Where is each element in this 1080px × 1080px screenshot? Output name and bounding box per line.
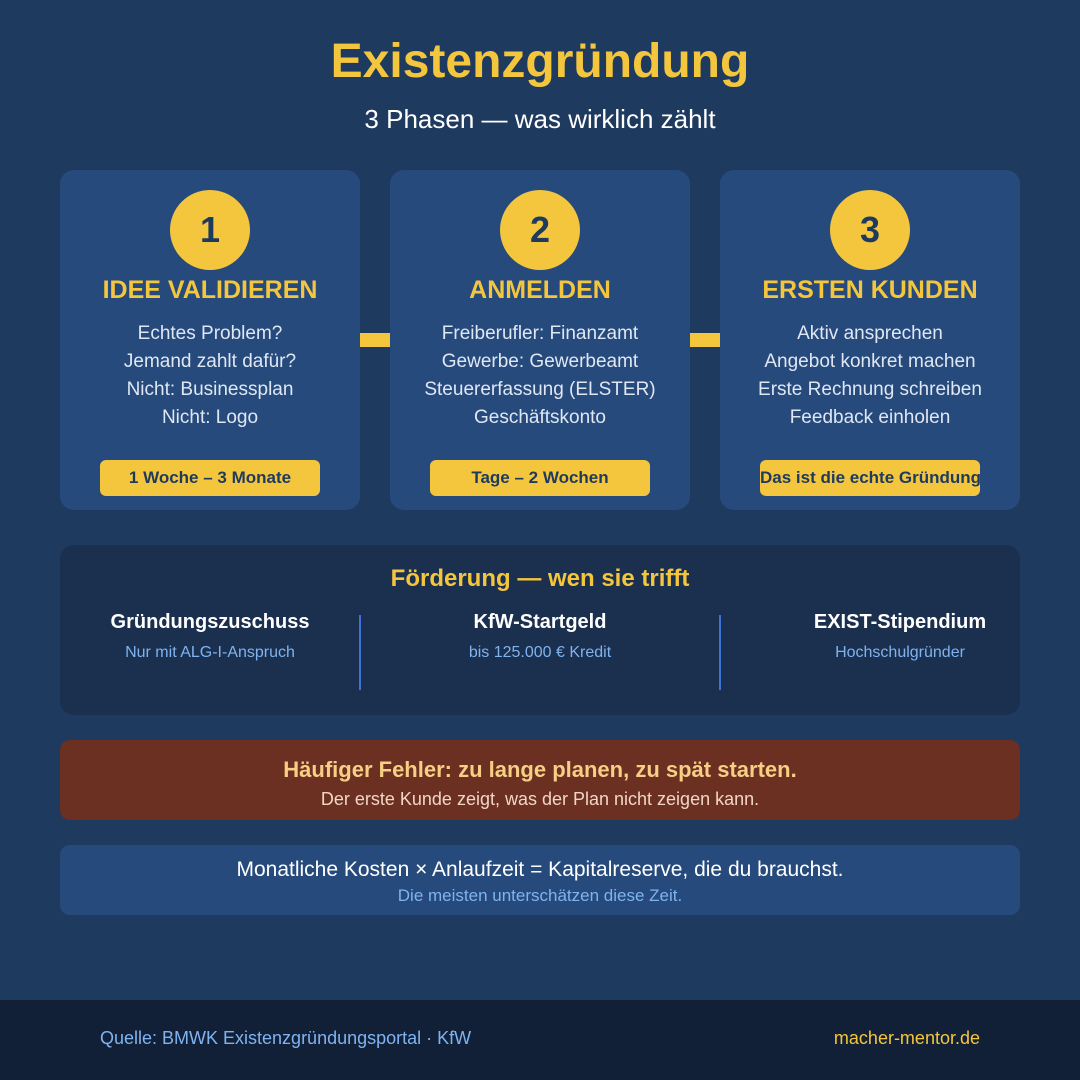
phase-item: Steuererfassung (ELSTER): [424, 379, 656, 400]
funding-program-name: Gründungszuschuss: [110, 611, 310, 633]
formula-box: [60, 845, 1020, 915]
phase-item: Nicht: Logo: [161, 407, 259, 428]
formula-text: Monatliche Kosten × Anlaufzeit = Kapitalreserve, die du brauchst.: [236, 858, 844, 881]
phase-number-badge: 3: [830, 190, 910, 270]
phase-number-badge: 2: [500, 190, 580, 270]
warning-title: Häufiger Fehler: zu lange planen, zu spät starten.: [283, 757, 797, 782]
funding-program-name: EXIST-Stipendium: [813, 611, 987, 633]
phase-duration-badge: [100, 460, 320, 496]
phase-duration-badge: [430, 460, 650, 496]
funding-program: [750, 611, 1050, 662]
phase-item: Angebot konkret machen: [764, 351, 976, 372]
funding-program-name: KfW-Startgeld: [473, 611, 607, 633]
funding-program-desc: bis 125.000 € Kredit: [468, 644, 612, 661]
phase-item-list: [60, 320, 360, 432]
funding-title: Förderung — wen sie trifft: [390, 565, 690, 592]
funding-program-desc: Nur mit ALG-I-Anspruch: [125, 644, 295, 661]
phase-item-list: [390, 320, 690, 432]
funding-panel: [60, 545, 1020, 715]
phase-item: Feedback einholen: [789, 407, 951, 428]
footer-brand-link[interactable]: macher-mentor.de: [833, 1028, 980, 1048]
funding-program: [390, 611, 690, 662]
phase-duration-badge: [760, 460, 980, 496]
phase-connector: [360, 333, 390, 347]
phase-duration-label: Das ist die echte Gründung: [760, 468, 982, 487]
phase-item: Erste Rechnung schreiben: [758, 379, 982, 400]
page-subtitle: 3 Phasen — was wirklich zählt: [364, 104, 716, 134]
phase-duration-label: Tage – 2 Wochen: [471, 468, 609, 487]
phase-item: Geschäftskonto: [473, 407, 607, 428]
phase-item: Nicht: Businessplan: [126, 379, 294, 400]
phase-title: IDEE VALIDIEREN: [102, 276, 318, 304]
page-title: Existenzgründung: [330, 35, 750, 88]
warning-banner: [60, 740, 1020, 820]
phase-number-badge: 1: [170, 190, 250, 270]
phase-item-list: [720, 320, 1020, 432]
formula-subtext: Die meisten unterschätzen diese Zeit.: [397, 886, 683, 905]
phase-connector: [690, 333, 720, 347]
funding-divider: [719, 615, 721, 690]
phase-title: ERSTEN KUNDEN: [762, 276, 978, 304]
phase-item: Gewerbe: Gewerbeamt: [441, 351, 639, 372]
footer: [0, 1000, 1080, 1080]
phase-card-1: [60, 170, 360, 510]
phase-title: ANMELDEN: [469, 276, 611, 304]
phase-card-3: [720, 170, 1020, 510]
warning-text: Der erste Kunde zeigt, was der Plan nicht zeigen kann.: [320, 789, 760, 809]
phase-item: Jemand zahlt dafür?: [123, 351, 297, 372]
phase-item: Freiberufler: Finanzamt: [441, 323, 639, 344]
phase-item: Aktiv ansprechen: [797, 323, 943, 344]
phase-item: Echtes Problem?: [137, 323, 283, 344]
funding-program-desc: Hochschulgründer: [835, 644, 965, 661]
phase-card-2: [390, 170, 690, 510]
footer-source: Quelle: BMWK Existenzgründungsportal · KfW: [100, 1028, 472, 1048]
phase-duration-label: 1 Woche – 3 Monate: [128, 468, 292, 487]
funding-program: [60, 611, 360, 662]
funding-divider: [359, 615, 361, 690]
